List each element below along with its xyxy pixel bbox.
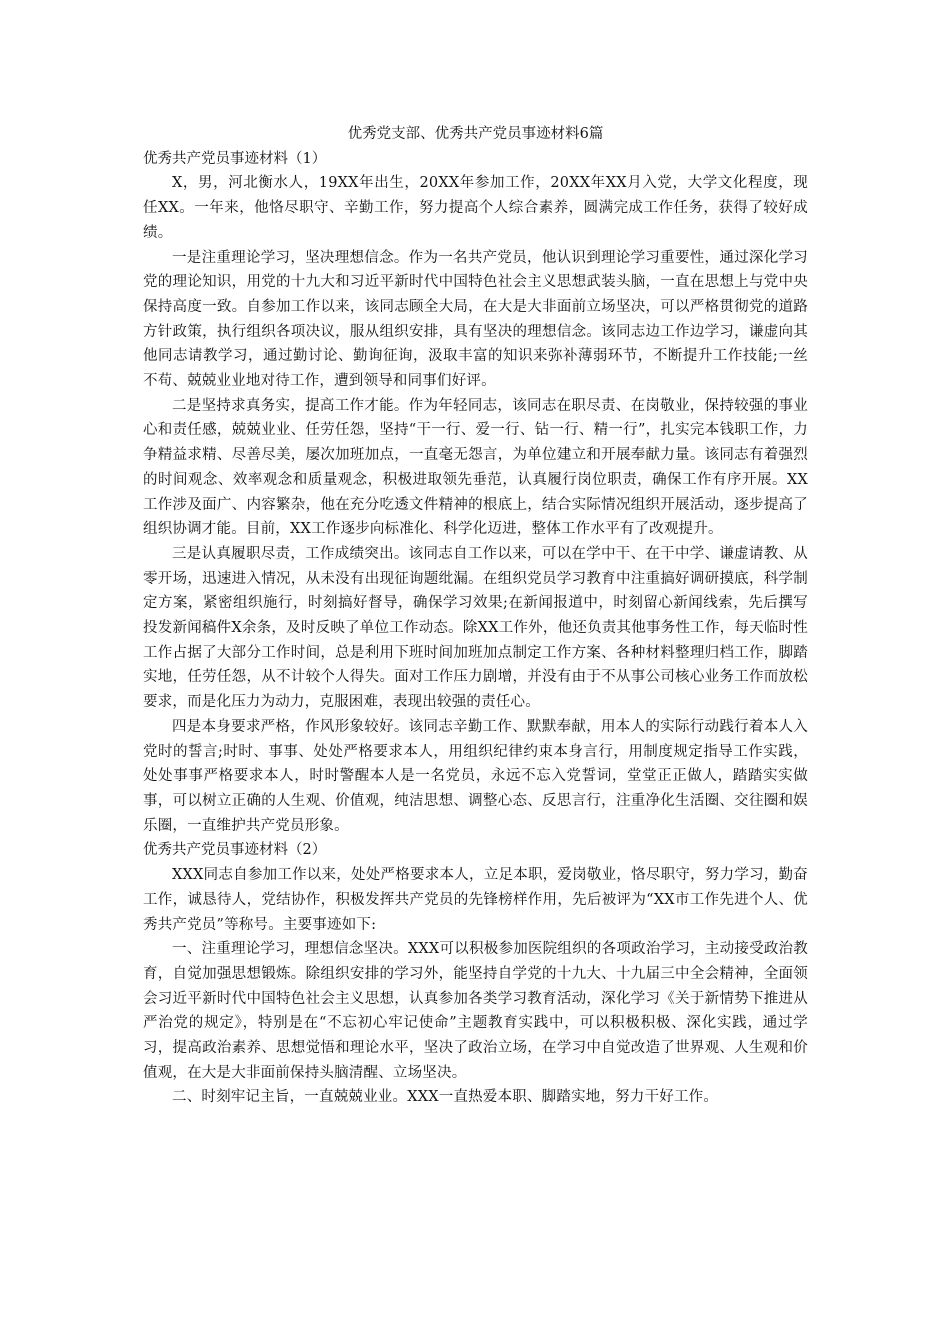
paragraph: 二、时刻牢记主旨，一直兢兢业业。XXX一直热爱本职、脚踏实地，努力干好工作。 <box>172 1089 719 1106</box>
paragraph: 四是本身要求严格，作风形象较好。该同志辛勤工作、默默奉献，用本人的实际行动践行着本人入党时的誓言;时时、事事、处处严格要求本人，用组织纪律约束本身言行，用制度规定指导工作实践，处处事事严格要求本人，时时警醒本人是一名党员，永远不忘入党誓词，堂堂正正做人，踏踏实实做事，可以树立正确的人生观、价值观，纯洁思想、调整心态、反思言行，注重净化生活圈、交往圈和娱乐圈，一直维护共产党员形象。 <box>143 718 808 834</box>
section-heading-1: 优秀共产党员事迹材料（1） <box>143 150 327 167</box>
paragraph: 一、注重理论学习，理想信念坚决。XXX可以积极参加医院组织的各项政治学习，主动接受政治教育，自觉加强思想锻炼。除组织安排的学习外，能坚持自学党的十九大、十九届三中全会精神，全面领会习近平新时代中国特色社会主义思想，认真参加各类学习教育活动，深化学习《关于新情势下推进从严治党的规定》，特别是在“不忘初心牢记使命”主题教育实践中，可以积极积极、深化实践，通过学习，提高政治素养、思想觉悟和理论水平，坚决了政治立场，在学习中自觉改造了世界观、人生观和价值观，在大是大非面前保持头脑清醒、立场坚决。 <box>143 941 808 1081</box>
paragraph: 一是注重理论学习，坚决理想信念。作为一名共产党员，他认识到理论学习重要性，通过深化学习党的理论知识，用党的十九大和习近平新时代中国特色社会主义思想武装头脑，一直在思想上与党中央保持高度一致。自参加工作以来，该同志顾全大局，在大是大非面前立场坚决，可以严格贯彻党的道路方针政策，执行组织各项决议，服从组织安排，具有坚决的理想信念。该同志边工作边学习，谦虚向其他同志请教学习，通过勤讨论、勤询征询，汲取丰富的知识来弥补薄弱环节，不断提升工作技能;一丝不苟、兢兢业业地对待工作，遭到领导和同事们好评。 <box>143 249 808 390</box>
section-heading-2: 优秀共产党员事迹材料（2） <box>143 842 327 859</box>
document-body <box>143 122 808 1110</box>
paragraph: XXX同志自参加工作以来，处处严格要求本人，立足本职，爱岗敬业，恪尽职守，努力学习，勤奋工作，诚恳待人，党结协作，积极发挥共产党员的先锋榜样作用，先后被评为“XX市工作先进个人、优秀共产党员”等称号。主要事迹如下: <box>143 867 808 933</box>
paragraph: X，男，河北衡水人，19XX年出生，20XX年参加工作，20XX年XX月入党，大学文化程度，现任XX。一年来，他恪尽职守、辛勤工作，努力提高个人综合素养，圆满完成工作任务，获得了较好成绩。 <box>143 175 808 241</box>
document-title: 优秀党支部、优秀共产党员事迹材料6篇 <box>347 126 604 142</box>
paragraph: 二是坚持求真务实，提高工作才能。作为年轻同志，该同志在职尽责、在岗敬业，保持较强的事业心和责任感，兢兢业业、任劳任怨，坚持“干一行、爱一行、钻一行、精一行”，扎实完本钱职工作，力争精益求精、尽善尽美，屡次加班加点，一直毫无怨言，为单位建立和开展奉献力量。该同志有着强烈的时间观念、效率观念和质量观念，积极进取领先垂范，认真履行岗位职责，确保工作有序开展。XX工作涉及面广、内容繁杂，他在充分吃透文件精神的根底上，结合实际情况组织开展活动，逐步提高了组织协调才能。目前，XX工作逐步向标准化、科学化迈进，整体工作水平有了改观提升。 <box>143 397 808 538</box>
paragraph: 三是认真履职尽责，工作成绩突出。该同志自工作以来，可以在学中干、在干中学、谦虚请教、从零开场，迅速进入情况，从未没有出现征询题纰漏。在组织党员学习教育中注重搞好调研摸底，科学制定方案，紧密组织施行，时刻搞好督导，确保学习效果;在新闻报道中，时刻留心新闻线索，先后撰写投发新闻稿件X余条，及时反映了单位工作动态。除XX工作外，他还负责其他事务性工作，每天临时性工作占据了大部分工作时间，总是利用下班时间加班加点制定工作方案、各种材料整理归档工作，脚踏实地，任劳任怨，从不计较个人得失。面对工作压力剧增，并没有由于不从事公司核心业务工作而放松要求，而是化压力为动力，克服困难，表现出较强的责任心。 <box>143 545 808 711</box>
